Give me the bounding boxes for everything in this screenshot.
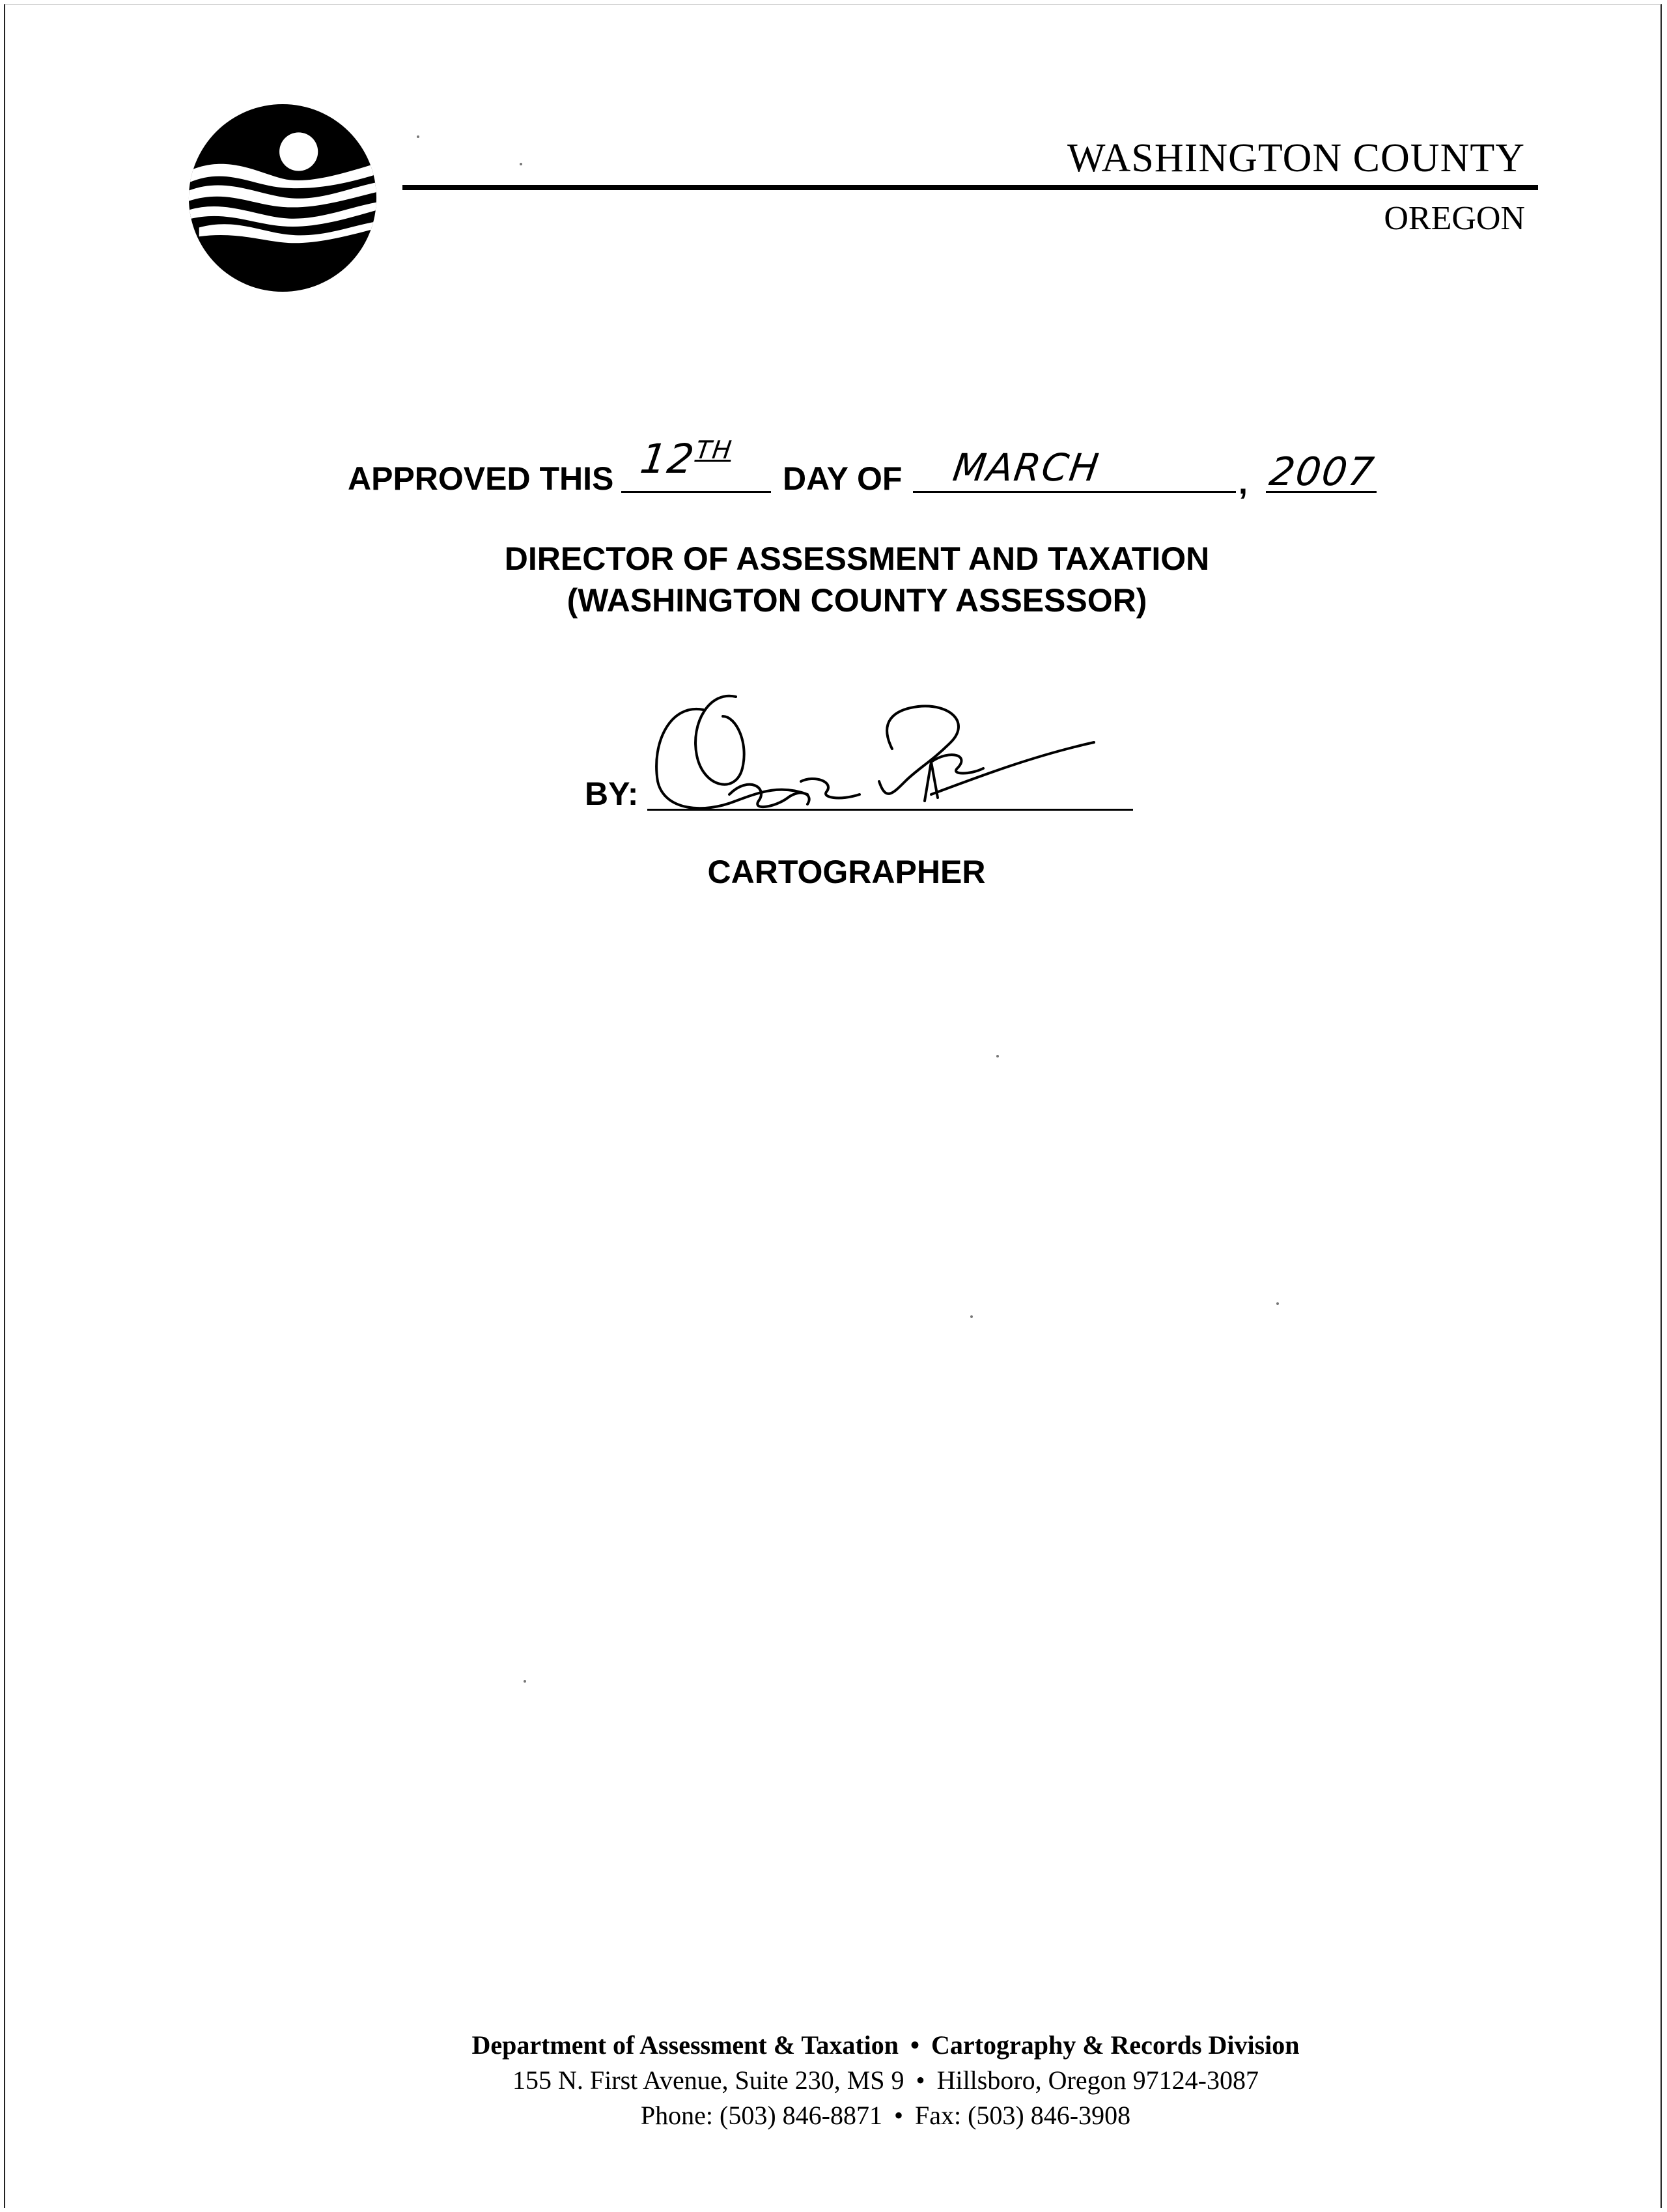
- fax-number: Fax: (503) 846-3908: [915, 2101, 1131, 2130]
- day-handwritten: 12TH: [637, 435, 735, 483]
- scan-speck: [970, 1315, 973, 1318]
- scan-speck: [524, 1680, 526, 1683]
- month-handwritten: MARCH: [950, 445, 1102, 490]
- scan-speck: [1276, 1302, 1279, 1305]
- month-blank: [913, 491, 1236, 493]
- footer-line-1: [104, 2028, 1667, 2063]
- footer-line-2: [104, 2063, 1667, 2098]
- scan-speck: [520, 163, 522, 165]
- scan-speck: [417, 135, 419, 138]
- bullet-separator: •: [910, 2030, 920, 2060]
- bullet-separator: •: [893, 2101, 903, 2130]
- city-address: Hillsboro, Oregon 97124-3087: [936, 2065, 1259, 2095]
- approved-this-label: APPROVED THIS: [348, 460, 614, 497]
- day-of-label: DAY OF: [783, 460, 903, 497]
- page-frame: [4, 4, 1662, 2208]
- handwritten-signature: [645, 671, 1100, 827]
- comma-label: ,: [1239, 464, 1248, 501]
- assessor-subtitle: (WASHINGTON COUNTY ASSESSOR): [567, 582, 1147, 619]
- day-blank: [621, 491, 771, 493]
- division-name: Cartography & Records Division: [931, 2030, 1300, 2060]
- state-name: OREGON: [1384, 200, 1525, 237]
- phone-number: Phone: (503) 846-8871: [640, 2101, 882, 2130]
- footer-line-3: [104, 2098, 1667, 2133]
- washington-county-seal-icon: [186, 102, 379, 294]
- director-title: DIRECTOR OF ASSESSMENT AND TAXATION: [504, 540, 1210, 577]
- year-handwritten: 2007: [1267, 449, 1378, 495]
- cartographer-title: CARTOGRAPHER: [707, 854, 986, 890]
- scan-speck: [996, 1055, 999, 1057]
- dept-name: Department of Assessment & Taxation: [471, 2030, 899, 2060]
- header-rule: [402, 185, 1538, 190]
- street-address: 155 N. First Avenue, Suite 230, MS 9: [512, 2065, 904, 2095]
- footer: [0, 2028, 1667, 2133]
- bullet-separator: •: [916, 2065, 925, 2095]
- by-label: BY:: [585, 776, 639, 812]
- county-name: WASHINGTON COUNTY: [1067, 136, 1525, 180]
